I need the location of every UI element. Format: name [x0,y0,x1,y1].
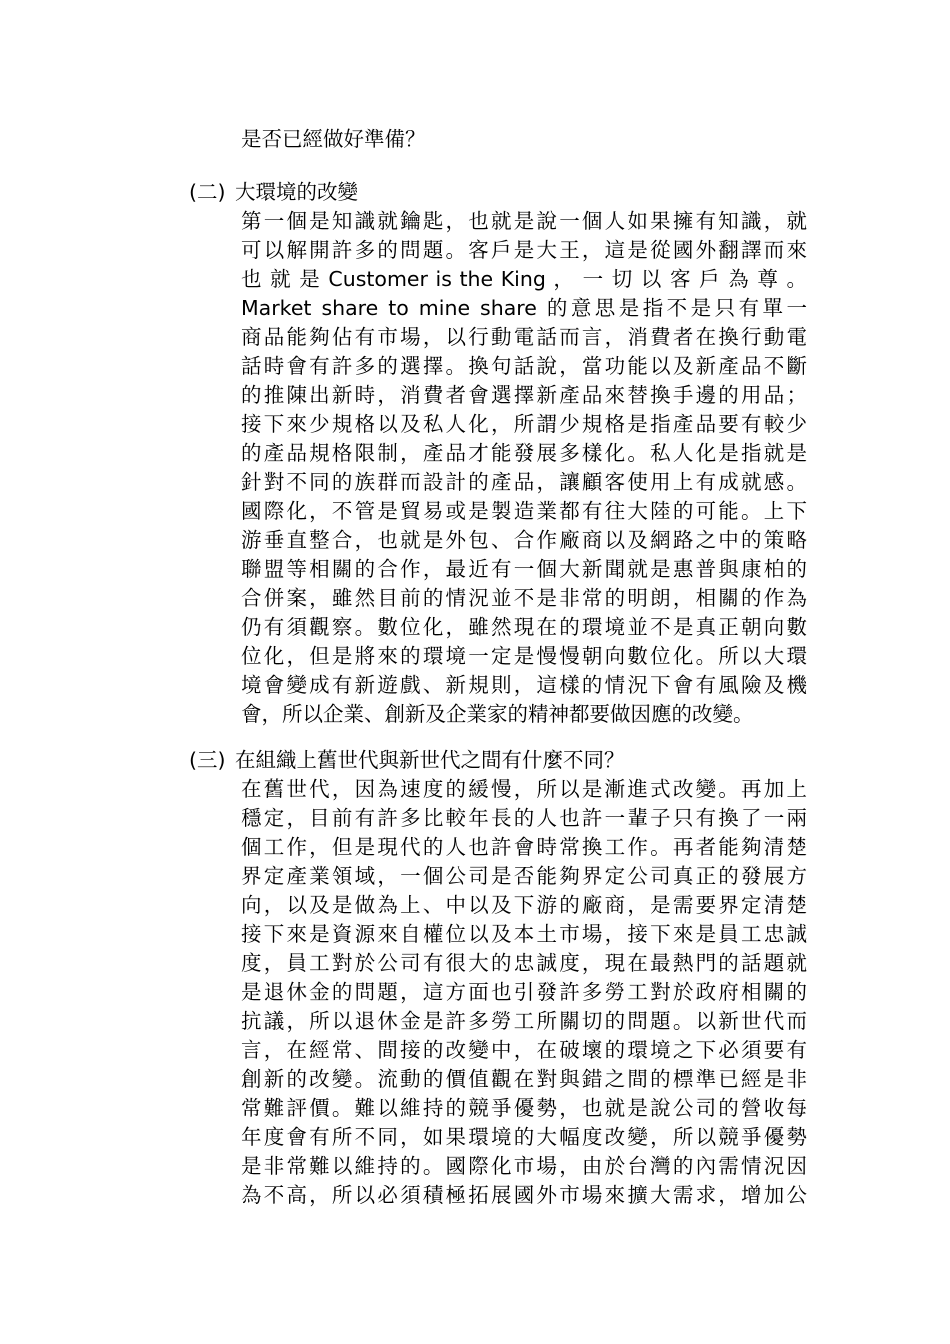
section-2-line: 的推陳出新時，消費者會選擇新產品來替換手邊的用品； [241,383,807,407]
section-2-line: 會，所以企業、創新及企業家的精神都要做因應的改變。 [241,702,754,726]
section-3-line: 是非常難以維持的。國際化市場，由於台灣的內需情況因 [241,1154,807,1178]
section-2-line: 接下來少規格以及私人化，所謂少規格是指產品要有較少 [241,412,807,436]
section-2-number: (二) [189,180,226,204]
section-2-title: 大環境的改變 [235,180,358,204]
section-3-line: 接下來是資源來自權位以及本土市場，接下來是員工忠誠 [241,922,807,946]
section-2-line: 合併案，雖然目前的情況並不是非常的明朗，相關的作為 [241,586,807,610]
section-2-line: 話時會有許多的選擇。換句話說，當功能以及新產品不斷 [241,354,807,378]
section-2-line: 境會變成有新遊戲、新規則，這樣的情況下會有風險及機 [241,673,807,697]
section-2-heading [189,178,358,207]
section-3-line: 向，以及是做為上、中以及下游的廠商，是需要界定清楚 [241,893,807,917]
section-2-line: 第一個是知識就鑰匙，也就是說一個人如果擁有知識，就 [241,209,807,233]
section-3-line: 是退休金的問題，這方面也引發許多勞工對於政府相關的 [241,980,807,1004]
section-2-line: 的產品規格限制，產品才能發展多樣化。私人化是指就是 [241,441,807,465]
section-2-line: 仍有須觀察。數位化，雖然現在的環境並不是真正朝向數 [241,615,807,639]
section-3-line: 創新的改變。流動的價值觀在對與錯之間的標準已經是非 [241,1067,807,1091]
section-3-heading [189,746,625,775]
section-2-line: 也 就 是 Customer is the King ， 一 切 以 客 戶 為 尊 。 [241,267,807,291]
section-2-line: 針對不同的族群而設計的產品，讓顧客使用上有成就感。 [241,470,807,494]
section-2-line: 商品能夠佔有市場，以行動電話而言，消費者在換行動電 [241,325,807,349]
section-3-line: 個工作，但是現代的人也許會時常換工作。再者能夠清楚 [241,835,807,859]
section-2-line: 位化，但是將來的環境一定是慢慢朝向數位化。所以大環 [241,644,807,668]
continuation-text: 是否已經做好準備？ [241,127,426,151]
section-2-line: 游垂直整合，也就是外包、合作廠商以及網路之中的策略 [241,528,807,552]
section-3-line: 度，員工對於公司有很大的忠誠度，現在最熱門的話題就 [241,951,807,975]
section-2-line: 聯盟等相關的合作，最近有一個大新聞就是惠普與康柏的 [241,557,807,581]
section-3-line: 在舊世代，因為速度的緩慢，所以是漸進式改變。再加上 [241,777,807,801]
section-3-number: (三) [189,748,226,772]
section-2-line: 國際化，不管是貿易或是製造業都有往大陸的可能。上下 [241,499,807,523]
section-3-line: 年度會有所不同，如果環境的大幅度改變，所以競爭優勢 [241,1125,807,1149]
section-3-title: 在組織上舊世代與新世代之間有什麼不同？ [235,748,625,772]
section-3-line: 抗議，所以退休金是許多勞工所關切的問題。以新世代而 [241,1009,807,1033]
section-2-line: Market share to mine share 的意思是指不是只有單一 [241,296,807,320]
section-3-line: 為不高，所以必須積極拓展國外市場來擴大需求，增加公 [241,1183,807,1207]
section-2-line: 可以解開許多的問題。客戶是大王，這是從國外翻譯而來 [241,238,807,262]
section-3-line: 穩定，目前有許多比較年長的人也許一輩子只有換了一兩 [241,806,807,830]
section-3-line: 常難評價。難以維持的競爭優勢，也就是說公司的營收每 [241,1096,807,1120]
section-3-line: 言，在經常、間接的改變中，在破壞的環境之下必須要有 [241,1038,807,1062]
section-3-line: 界定產業領域，一個公司是否能夠界定公司真正的發展方 [241,864,807,888]
